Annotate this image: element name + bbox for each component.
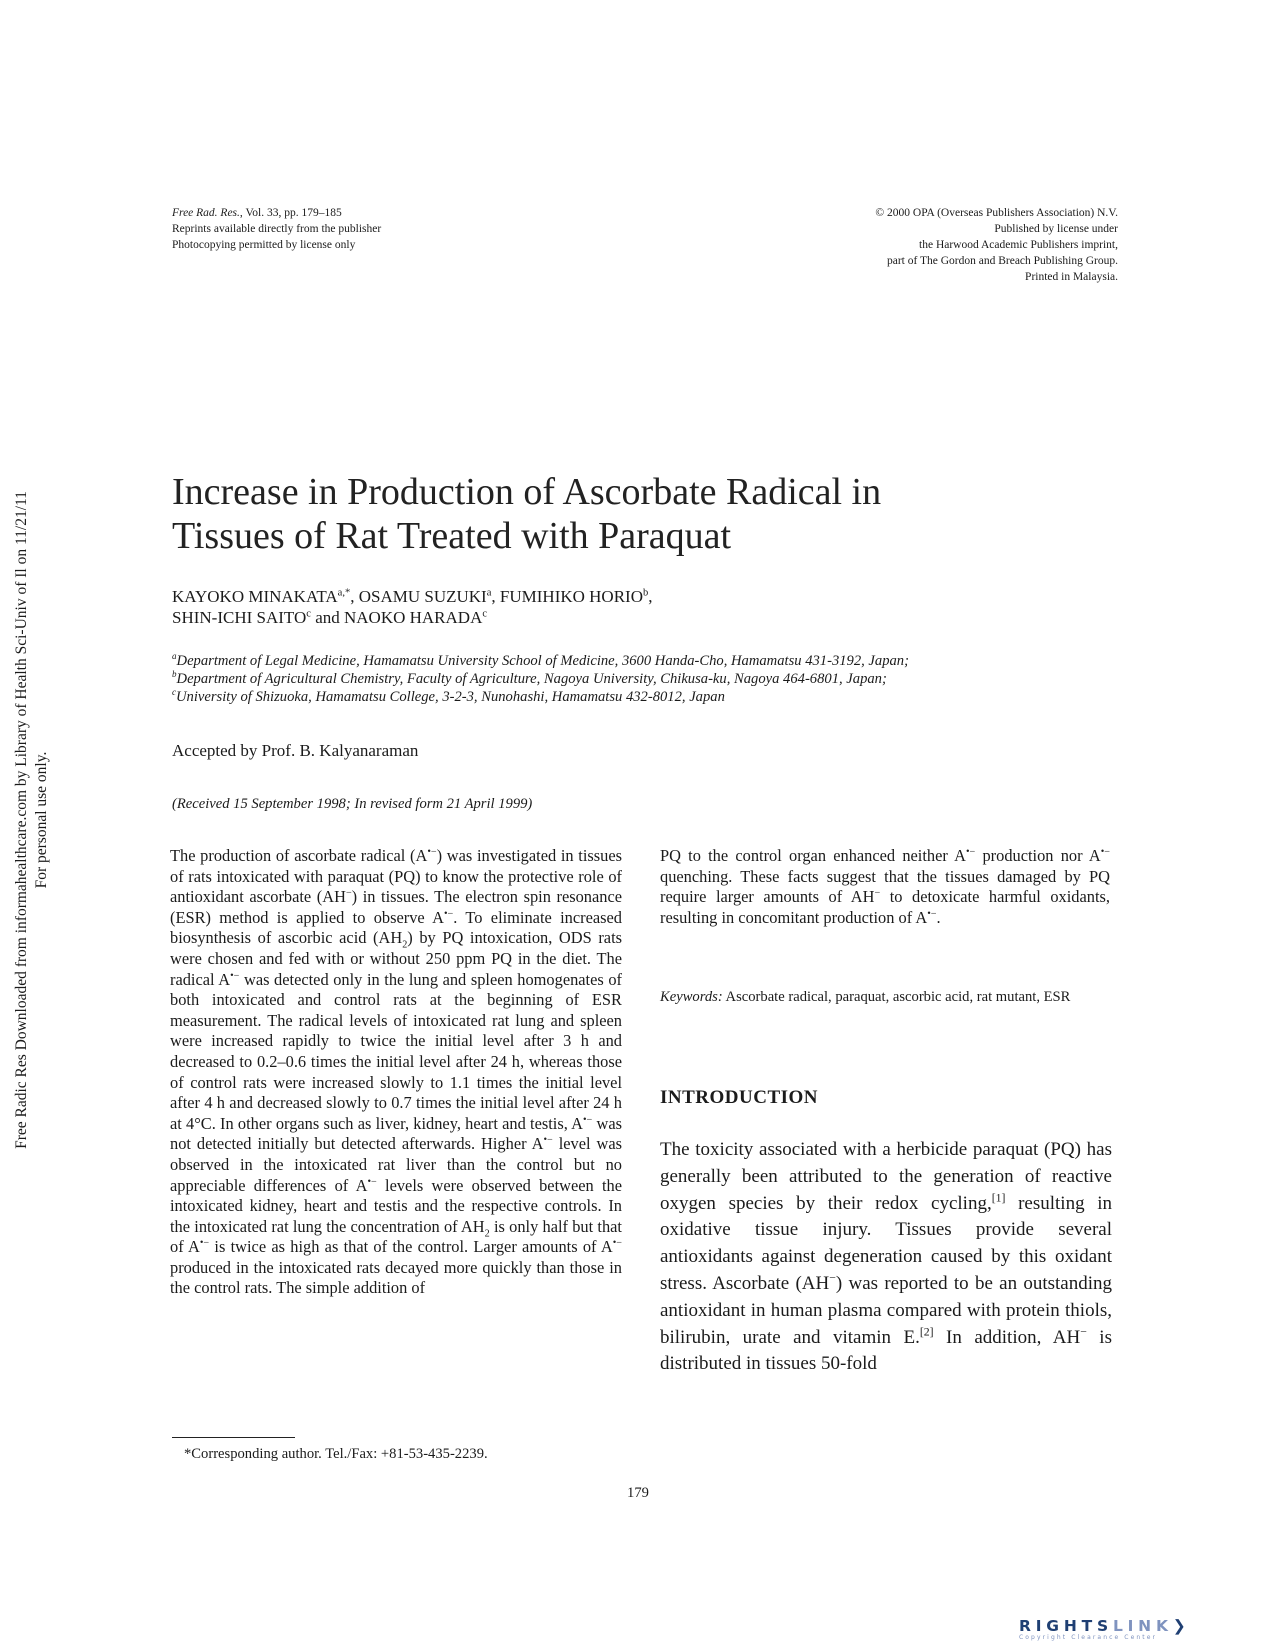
title-line-2: Tissues of Rat Treated with Paraquat xyxy=(172,515,732,557)
publisher-line-3: the Harwood Academic Publishers imprint, xyxy=(919,239,1118,251)
citation-2[interactable]: [2] xyxy=(919,1325,934,1339)
journal-name: Free Rad. Res. xyxy=(172,207,240,219)
footnote-rule xyxy=(172,1437,295,1438)
title-line-1: Increase in Production of Ascorbate Radical in xyxy=(172,471,882,513)
affiliation-c: $^c$University of Shizuoka, Hamamatsu College, 3-2-3, Nunohashi, Hamamatsu 432-8012, Japan xyxy=(172,687,725,705)
download-line-1: Free Radic Res Downloaded from informahealthcare.com by Library of Health Sci-Univ of Il on 11/21/11 xyxy=(13,491,30,1149)
rightslink-wordmark: RIGHTSLINK❯ xyxy=(1019,1617,1191,1635)
author-horio: , FUMIHIKO HORIO xyxy=(491,587,643,606)
article-title xyxy=(172,470,1072,558)
publisher-line-2: Published by license under xyxy=(994,223,1118,235)
affiliation-b: $^b$Department of Agricultural Chemistry, Faculty of Agriculture, Nagoya University, Chikusa-ku, Nagoya 464-6801, Japan; xyxy=(172,669,887,687)
author-list xyxy=(172,586,653,628)
affil-mark: b xyxy=(643,587,649,599)
download-line-2: For personal use only. xyxy=(33,751,50,889)
author-line-2 xyxy=(172,607,653,628)
affiliations xyxy=(172,652,909,706)
keywords-text: Ascorbate radical, paraquat, ascorbic acid, rat mutant, ESR xyxy=(725,989,1071,1005)
author-harada: and NAOKO HARADA xyxy=(310,608,483,627)
author-line-1: KAYOKO $MINAKATA^{a,*}$, OSAMU SUZUKI$^a$, FUMIHIKO HORIO$^b$, xyxy=(172,587,653,606)
author-minakata: KAYOKO MINAKATA xyxy=(172,587,338,606)
journal-line xyxy=(172,205,381,221)
download-watermark xyxy=(12,460,52,1180)
section-heading-introduction: INTRODUCTION xyxy=(660,1087,819,1108)
citation-1[interactable]: [1] xyxy=(991,1191,1006,1205)
rightslink-logo[interactable] xyxy=(1019,1617,1251,1647)
received-dates: (Received 15 September 1998; In revised form 21 April 1999) xyxy=(172,796,533,812)
author-saito: SHIN-ICHI SAITO xyxy=(172,608,307,627)
rightslink-tagline: Copyright Clearance Center xyxy=(1019,1634,1158,1641)
affiliation-a: $^a$Department of Legal Medicine, Hamamatsu University School of Medicine, 3600 Handa-Cho, Hamamatsu 431-3192, Japan; xyxy=(172,651,909,669)
affil-mark: c xyxy=(306,608,311,620)
abstract-continuation: PQ to the control organ enhanced neither A•− production nor A•− quenching. These facts suggest that the tissues damaged by PQ require larger amounts of AH− to detoxicate harmful oxidants, resulting in concomitant production of A•−. xyxy=(660,846,1110,927)
keywords xyxy=(660,988,1110,1006)
page-number: 179 xyxy=(627,1485,649,1501)
copyright-line: © 2000 OPA (Overseas Publishers Association) N.V. xyxy=(875,207,1118,219)
keywords-label: Keywords: xyxy=(660,989,723,1005)
reprints-line: Reprints available directly from the publisher xyxy=(172,223,382,235)
publisher-line-4: part of The Gordon and Breach Publishing Group. xyxy=(886,255,1118,267)
introduction-text: The toxicity associated with a herbicide paraquat (PQ) has generally been attributed to the generation of reactive oxygen species by their redox cycling,[1] resulting in oxidative tissue injury. Tissues provide several antioxidants against degeneration caused by this oxidant stress. Ascorbate (AH−) was reported to be an outstanding antioxidant in human plasma compared with protein thiols, bilirubin, urate and vitamin E.[2] In addition, AH− is distributed in tissues 50-fold xyxy=(660,1139,1113,1375)
journal-citation xyxy=(172,205,381,253)
corresponding-author-footnote: *Corresponding author. Tel./Fax: +81-53-435-2239. xyxy=(184,1446,488,1462)
journal-volume: , Vol. 33, pp. 179–185 xyxy=(239,207,342,219)
publisher-notice xyxy=(790,205,1118,285)
affil-mark: a,* xyxy=(337,587,351,599)
author-suzuki: , OSAMU SUZUKI xyxy=(350,587,487,606)
abstract-text: The production of ascorbate radical (A•−) was investigated in tissues of rats intoxicated with paraquat (PQ) to know the protective role of antioxidant ascorbate (AH−) in tissues. The electron spin resonance (ESR) method is applied to observe A•−. To eliminate increased biosynthesis of ascorbic acid $(AH_2)$ by PQ intoxication, ODS rats were chosen and fed with or without 250 ppm PQ in the diet. The radical A•− was detected only in the lung and spleen homogenates of both intoxicated and control rats at the beginning of ESR measurement. The radical levels of intoxicated rat lung and spleen were increased rapidly to twice the initial level after 3 h and decreased to 0.2–0.6 times the initial level after 24 h, whereas those of control rats were increased slowly to 1.1 times the initial level after 4 h and decreased slowly to 0.7 times the initial level after 24 h at 4°C. In other organs such as liver, kidney, heart and testis, A•− was not detected initially but detected afterwards. Higher A•− level was observed in the intoxicated rat liver than the control but no appreciable differences of A•− levels were observed between the intoxicated kidney, heart and testis and the respective controls. In the intoxicated rat lung the concentration of $AH_2$ is only half but that of A•− is twice as high as that of the control. Larger amounts of A•− produced in the intoxicated rats decayed more quickly than those in the control rats. The simple addition of xyxy=(170,846,623,1298)
photocopy-line: Photocopying permitted by license only xyxy=(172,239,356,251)
accepted-by: Accepted by Prof. B. Kalyanaraman xyxy=(172,741,419,760)
publisher-line-5: Printed in Malaysia. xyxy=(1025,271,1118,283)
affil-mark: c xyxy=(482,608,488,620)
chevron-icon: ❯ xyxy=(1172,1617,1191,1635)
affil-mark: a xyxy=(486,587,492,599)
